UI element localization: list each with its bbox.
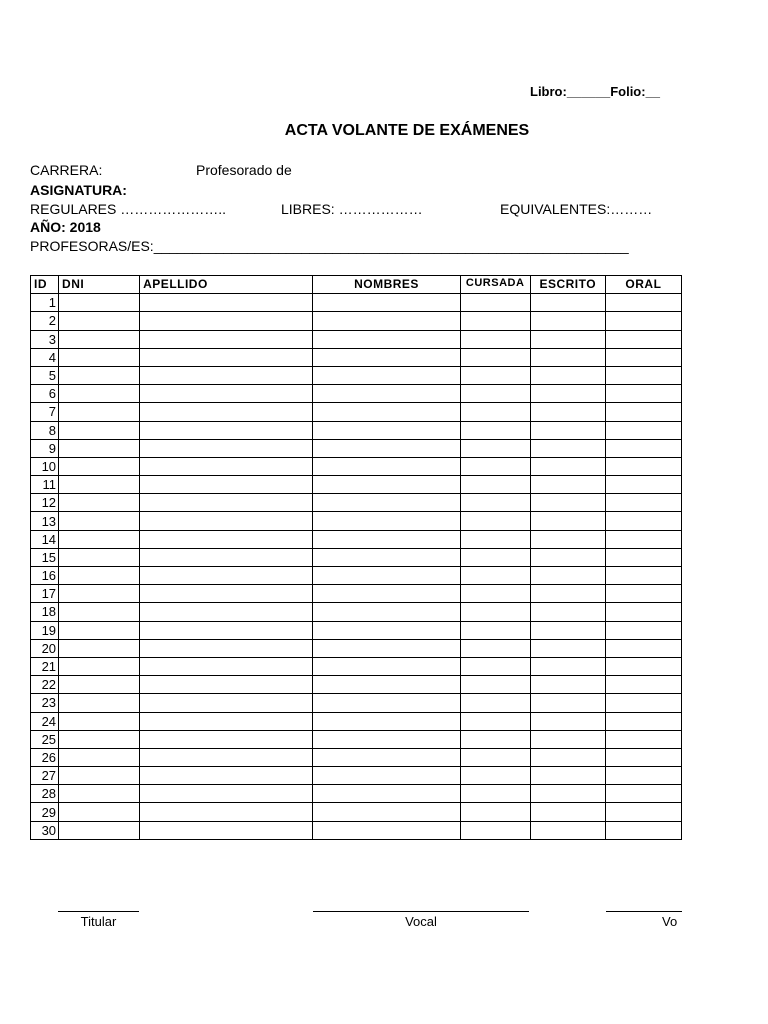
table-row — [31, 639, 682, 657]
cell-apellido[interactable] — [140, 785, 313, 803]
libro-folio: Libro:______Folio:__ — [530, 84, 661, 99]
cell-dni[interactable] — [59, 694, 140, 712]
table-row — [31, 494, 682, 512]
cell-oral[interactable] — [605, 421, 681, 439]
cell-apellido[interactable] — [140, 476, 313, 494]
cell-dni[interactable] — [59, 348, 140, 366]
exam-table — [30, 275, 682, 840]
cell-dni[interactable] — [59, 730, 140, 748]
table-row — [31, 676, 682, 694]
cell-escrito[interactable] — [530, 330, 605, 348]
cell-dni[interactable] — [59, 603, 140, 621]
cell-dni[interactable] — [59, 821, 140, 839]
cell-oral[interactable] — [605, 785, 681, 803]
table-row — [31, 730, 682, 748]
row-id: 19 — [31, 621, 59, 639]
table-row — [31, 621, 682, 639]
table-row — [31, 439, 682, 457]
row-id: 1 — [31, 294, 59, 312]
cell-dni[interactable] — [59, 421, 140, 439]
cell-escrito[interactable] — [530, 403, 605, 421]
cell-escrito[interactable] — [530, 803, 605, 821]
cell-cursada[interactable] — [460, 385, 530, 403]
table-row — [31, 403, 682, 421]
row-id: 18 — [31, 603, 59, 621]
carrera-value: Profesorado de — [196, 162, 292, 178]
cell-nombres[interactable] — [313, 530, 460, 548]
cell-apellido[interactable] — [140, 548, 313, 566]
cell-nombres[interactable] — [313, 439, 460, 457]
row-id: 8 — [31, 421, 59, 439]
cell-cursada[interactable] — [460, 676, 530, 694]
table-row — [31, 803, 682, 821]
libres-field: LIBRES: ……………… — [281, 201, 423, 217]
cell-oral[interactable] — [605, 457, 681, 475]
cell-escrito[interactable] — [530, 603, 605, 621]
cell-dni[interactable] — [59, 294, 140, 312]
cell-nombres[interactable] — [313, 457, 460, 475]
cell-apellido[interactable] — [140, 348, 313, 366]
cell-nombres[interactable] — [313, 712, 460, 730]
cell-oral[interactable] — [605, 439, 681, 457]
regulares-field: REGULARES ………………….. — [30, 201, 227, 217]
cell-nombres[interactable] — [313, 421, 460, 439]
cell-nombres[interactable] — [313, 366, 460, 384]
cell-escrito[interactable] — [530, 730, 605, 748]
asignatura-label: ASIGNATURA: — [30, 182, 127, 198]
row-id: 21 — [31, 657, 59, 675]
col-header-oral: ORAL — [605, 276, 681, 294]
cell-nombres[interactable] — [313, 567, 460, 585]
table-row — [31, 712, 682, 730]
col-header-apellido: APELLIDO — [140, 276, 313, 294]
cell-nombres[interactable] — [313, 312, 460, 330]
anio-field: AÑO: 2018 — [30, 219, 101, 235]
cell-apellido[interactable] — [140, 603, 313, 621]
cell-cursada[interactable] — [460, 530, 530, 548]
cell-nombres[interactable] — [313, 548, 460, 566]
cell-cursada[interactable] — [460, 457, 530, 475]
cell-oral[interactable] — [605, 366, 681, 384]
cell-cursada[interactable] — [460, 785, 530, 803]
row-id: 20 — [31, 639, 59, 657]
col-header-id: ID — [31, 276, 59, 294]
row-id: 27 — [31, 767, 59, 785]
cell-apellido[interactable] — [140, 494, 313, 512]
cell-apellido[interactable] — [140, 639, 313, 657]
cell-cursada[interactable] — [460, 312, 530, 330]
cell-apellido[interactable] — [140, 712, 313, 730]
col-header-escrito: ESCRITO — [530, 276, 605, 294]
cell-nombres[interactable] — [313, 476, 460, 494]
cell-escrito[interactable] — [530, 366, 605, 384]
cell-cursada[interactable] — [460, 821, 530, 839]
cell-apellido[interactable] — [140, 694, 313, 712]
cell-dni[interactable] — [59, 548, 140, 566]
row-id: 29 — [31, 803, 59, 821]
row-id: 28 — [31, 785, 59, 803]
cell-escrito[interactable] — [530, 712, 605, 730]
cell-oral[interactable] — [605, 676, 681, 694]
cell-escrito[interactable] — [530, 621, 605, 639]
cell-cursada[interactable] — [460, 294, 530, 312]
cell-dni[interactable] — [59, 621, 140, 639]
table-row — [31, 657, 682, 675]
equivalentes-field: EQUIVALENTES:……… — [500, 201, 653, 217]
col-header-nombres: NOMBRES — [313, 276, 460, 294]
row-id: 12 — [31, 494, 59, 512]
cell-cursada[interactable] — [460, 476, 530, 494]
cell-oral[interactable] — [605, 567, 681, 585]
cell-apellido[interactable] — [140, 366, 313, 384]
cell-nombres[interactable] — [313, 639, 460, 657]
cell-escrito[interactable] — [530, 312, 605, 330]
cell-dni[interactable] — [59, 803, 140, 821]
cell-nombres[interactable] — [313, 785, 460, 803]
cell-dni[interactable] — [59, 585, 140, 603]
cell-nombres[interactable] — [313, 676, 460, 694]
cell-dni[interactable] — [59, 385, 140, 403]
cell-nombres[interactable] — [313, 585, 460, 603]
cell-oral[interactable] — [605, 530, 681, 548]
cell-cursada[interactable] — [460, 548, 530, 566]
cell-nombres[interactable] — [313, 821, 460, 839]
profesoras-field: PROFESORAS/ES:_____________________________________________________________ — [30, 238, 629, 254]
cell-dni[interactable] — [59, 476, 140, 494]
titular-label: Titular — [80, 914, 117, 929]
cell-oral[interactable] — [605, 494, 681, 512]
row-id: 30 — [31, 821, 59, 839]
cell-oral[interactable] — [605, 694, 681, 712]
cell-dni[interactable] — [59, 767, 140, 785]
cell-apellido[interactable] — [140, 512, 313, 530]
cell-dni[interactable] — [59, 639, 140, 657]
cell-cursada[interactable] — [460, 366, 530, 384]
cell-escrito[interactable] — [530, 567, 605, 585]
cell-nombres[interactable] — [313, 657, 460, 675]
row-id: 6 — [31, 385, 59, 403]
table-row — [31, 530, 682, 548]
cell-dni[interactable] — [59, 676, 140, 694]
table-row — [31, 476, 682, 494]
cell-oral[interactable] — [605, 712, 681, 730]
cell-cursada[interactable] — [460, 748, 530, 766]
table-row — [31, 366, 682, 384]
cell-apellido[interactable] — [140, 439, 313, 457]
cell-cursada[interactable] — [460, 657, 530, 675]
col-header-dni: DNI — [59, 276, 140, 294]
cell-cursada[interactable] — [460, 567, 530, 585]
cell-apellido[interactable] — [140, 585, 313, 603]
cell-escrito[interactable] — [530, 385, 605, 403]
cell-apellido[interactable] — [140, 457, 313, 475]
cell-apellido[interactable] — [140, 676, 313, 694]
cell-escrito[interactable] — [530, 585, 605, 603]
vocal-label: Vocal — [405, 914, 437, 929]
cell-nombres[interactable] — [313, 767, 460, 785]
cell-dni[interactable] — [59, 567, 140, 585]
cell-escrito[interactable] — [530, 821, 605, 839]
cell-oral[interactable] — [605, 403, 681, 421]
cell-oral[interactable] — [605, 821, 681, 839]
cell-cursada[interactable] — [460, 330, 530, 348]
cell-dni[interactable] — [59, 366, 140, 384]
cell-cursada[interactable] — [460, 621, 530, 639]
cell-escrito[interactable] — [530, 494, 605, 512]
col-header-cursada: CURSADA — [460, 276, 530, 294]
cell-cursada[interactable] — [460, 603, 530, 621]
cell-nombres[interactable] — [313, 385, 460, 403]
row-id: 26 — [31, 748, 59, 766]
table-row — [31, 421, 682, 439]
table-row — [31, 512, 682, 530]
cell-cursada[interactable] — [460, 512, 530, 530]
row-id: 4 — [31, 348, 59, 366]
cell-apellido[interactable] — [140, 821, 313, 839]
cell-apellido[interactable] — [140, 403, 313, 421]
cell-dni[interactable] — [59, 457, 140, 475]
cell-oral[interactable] — [605, 730, 681, 748]
cell-cursada[interactable] — [460, 803, 530, 821]
cell-apellido[interactable] — [140, 657, 313, 675]
row-id: 5 — [31, 366, 59, 384]
cell-oral[interactable] — [605, 621, 681, 639]
cell-dni[interactable] — [59, 657, 140, 675]
carrera-label: CARRERA: — [30, 162, 103, 178]
cell-cursada[interactable] — [460, 403, 530, 421]
vocal-signature-line — [313, 911, 529, 912]
cell-apellido[interactable] — [140, 730, 313, 748]
row-id: 11 — [31, 476, 59, 494]
cell-dni[interactable] — [59, 439, 140, 457]
cell-oral[interactable] — [605, 294, 681, 312]
cell-cursada[interactable] — [460, 639, 530, 657]
cell-escrito[interactable] — [530, 530, 605, 548]
row-id: 7 — [31, 403, 59, 421]
cell-cursada[interactable] — [460, 730, 530, 748]
row-id: 10 — [31, 457, 59, 475]
table-row — [31, 748, 682, 766]
cell-oral[interactable] — [605, 748, 681, 766]
cell-apellido[interactable] — [140, 421, 313, 439]
cell-oral[interactable] — [605, 348, 681, 366]
cell-oral[interactable] — [605, 385, 681, 403]
cell-cursada[interactable] — [460, 439, 530, 457]
cell-cursada[interactable] — [460, 421, 530, 439]
cell-cursada[interactable] — [460, 494, 530, 512]
table-row — [31, 585, 682, 603]
cell-escrito[interactable] — [530, 421, 605, 439]
cell-escrito[interactable] — [530, 676, 605, 694]
cell-nombres[interactable] — [313, 803, 460, 821]
cell-apellido[interactable] — [140, 748, 313, 766]
row-id: 24 — [31, 712, 59, 730]
cell-oral[interactable] — [605, 657, 681, 675]
cell-apellido[interactable] — [140, 330, 313, 348]
cell-escrito[interactable] — [530, 439, 605, 457]
cell-escrito[interactable] — [530, 348, 605, 366]
cell-dni[interactable] — [59, 312, 140, 330]
cell-escrito[interactable] — [530, 639, 605, 657]
row-id: 2 — [31, 312, 59, 330]
cell-escrito[interactable] — [530, 748, 605, 766]
cell-nombres[interactable] — [313, 494, 460, 512]
cell-cursada[interactable] — [460, 348, 530, 366]
cell-cursada[interactable] — [460, 694, 530, 712]
cell-escrito[interactable] — [530, 657, 605, 675]
cell-dni[interactable] — [59, 530, 140, 548]
cell-oral[interactable] — [605, 639, 681, 657]
cell-apellido[interactable] — [140, 385, 313, 403]
cell-escrito[interactable] — [530, 767, 605, 785]
cell-oral[interactable] — [605, 803, 681, 821]
row-id: 25 — [31, 730, 59, 748]
cell-apellido[interactable] — [140, 530, 313, 548]
document-title: ACTA VOLANTE DE EXÁMENES — [284, 122, 530, 139]
vocal2-label: Vo — [662, 914, 678, 929]
cell-nombres[interactable] — [313, 348, 460, 366]
cell-nombres[interactable] — [313, 294, 460, 312]
cell-oral[interactable] — [605, 603, 681, 621]
row-id: 23 — [31, 694, 59, 712]
row-id: 14 — [31, 530, 59, 548]
table-row — [31, 312, 682, 330]
cell-escrito[interactable] — [530, 294, 605, 312]
cell-dni[interactable] — [59, 785, 140, 803]
table-row — [31, 548, 682, 566]
cell-nombres[interactable] — [313, 621, 460, 639]
row-id: 16 — [31, 567, 59, 585]
vocal2-signature-line — [606, 911, 682, 912]
table-row — [31, 385, 682, 403]
table-row — [31, 767, 682, 785]
cell-dni[interactable] — [59, 712, 140, 730]
row-id: 13 — [31, 512, 59, 530]
cell-apellido[interactable] — [140, 767, 313, 785]
cell-apellido[interactable] — [140, 621, 313, 639]
cell-dni[interactable] — [59, 512, 140, 530]
cell-dni[interactable] — [59, 494, 140, 512]
cell-escrito[interactable] — [530, 457, 605, 475]
table-row — [31, 567, 682, 585]
cell-cursada[interactable] — [460, 712, 530, 730]
table-row — [31, 694, 682, 712]
cell-nombres[interactable] — [313, 730, 460, 748]
cell-escrito[interactable] — [530, 785, 605, 803]
cell-oral[interactable] — [605, 767, 681, 785]
table-row — [31, 294, 682, 312]
cell-dni[interactable] — [59, 330, 140, 348]
cell-apellido[interactable] — [140, 294, 313, 312]
cell-escrito[interactable] — [530, 548, 605, 566]
cell-oral[interactable] — [605, 312, 681, 330]
table-row — [31, 785, 682, 803]
row-id: 15 — [31, 548, 59, 566]
cell-cursada[interactable] — [460, 585, 530, 603]
cell-apellido[interactable] — [140, 567, 313, 585]
cell-oral[interactable] — [605, 512, 681, 530]
table-row — [31, 821, 682, 839]
cell-nombres[interactable] — [313, 403, 460, 421]
cell-escrito[interactable] — [530, 512, 605, 530]
row-id: 9 — [31, 439, 59, 457]
row-id: 3 — [31, 330, 59, 348]
cell-oral[interactable] — [605, 476, 681, 494]
cell-apellido[interactable] — [140, 312, 313, 330]
cell-dni[interactable] — [59, 748, 140, 766]
cell-nombres[interactable] — [313, 694, 460, 712]
cell-nombres[interactable] — [313, 603, 460, 621]
cell-nombres[interactable] — [313, 512, 460, 530]
table-header-row — [31, 276, 682, 294]
cell-oral[interactable] — [605, 330, 681, 348]
table-row — [31, 603, 682, 621]
row-id: 22 — [31, 676, 59, 694]
cell-nombres[interactable] — [313, 330, 460, 348]
titular-signature-line — [58, 911, 139, 912]
cell-oral[interactable] — [605, 585, 681, 603]
row-id: 17 — [31, 585, 59, 603]
cell-cursada[interactable] — [460, 767, 530, 785]
cell-nombres[interactable] — [313, 748, 460, 766]
table-row — [31, 330, 682, 348]
cell-oral[interactable] — [605, 548, 681, 566]
table-row — [31, 348, 682, 366]
cell-dni[interactable] — [59, 403, 140, 421]
cell-escrito[interactable] — [530, 476, 605, 494]
table-row — [31, 457, 682, 475]
cell-apellido[interactable] — [140, 803, 313, 821]
cell-escrito[interactable] — [530, 694, 605, 712]
